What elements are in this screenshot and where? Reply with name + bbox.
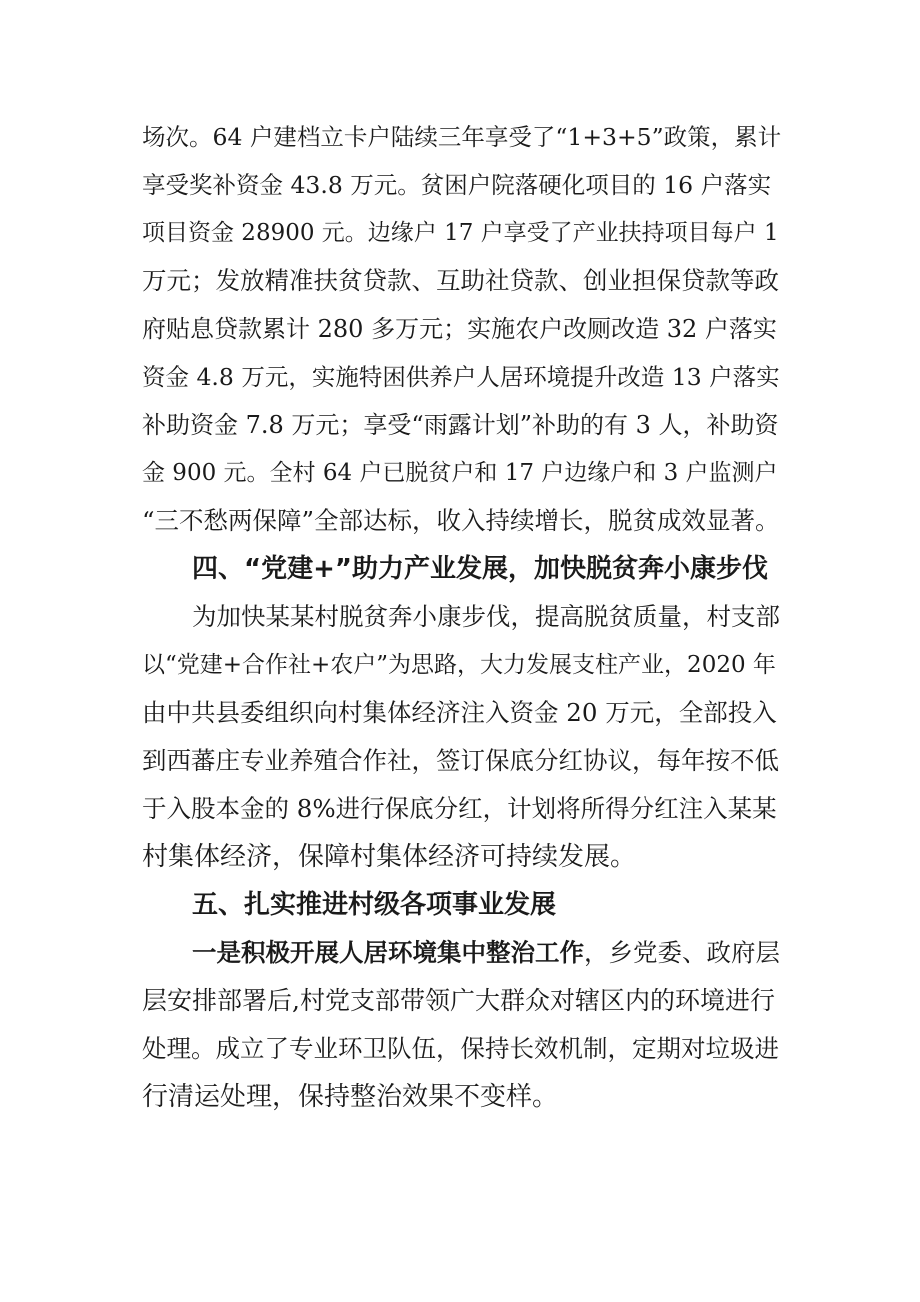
text-line: 府贴息贷款累计 280 多万元；实施农户改厕改造 32 户落实 bbox=[142, 315, 777, 343]
text-line: 到西蕃庄专业养殖合作社，签订保底分红协议，每年按不低 bbox=[142, 746, 779, 775]
text-line: 金 900 元。全村 64 户已脱贫户和 17 户边缘户和 3 户监测户 bbox=[142, 460, 778, 486]
section-heading-4: 四、“党建+”助力产业发展，加快脱贫奔小康步伐 bbox=[192, 554, 768, 584]
text-line: 于入股本金的 8%进行保底分红，计划将所得分红注入某某 bbox=[142, 794, 777, 823]
text-line: 处理。成立了专业环卫队伍，保持长效机制，定期对垃圾进 bbox=[142, 1034, 779, 1063]
text-line: 村集体经济，保障村集体经济可持续发展。 bbox=[142, 842, 637, 872]
text-line bbox=[192, 929, 784, 977]
text-line: 由中共县委组织向村集体经济注入资金 20 万元，全部投入 bbox=[142, 698, 777, 727]
emphasis-lead: 一是积极开展人居环境集中整治工作 bbox=[192, 938, 584, 967]
text-line: 资金 4.8 万元，实施特困供养户人居环境提升改造 13 户落实 bbox=[142, 363, 780, 391]
text-line: 享受奖补资金 43.8 万元。贫困户院落硬化项目的 16 户落实 bbox=[142, 171, 772, 199]
text-line: 以“党建+合作社+农户”为思路，大力发展支柱产业，2020 年 bbox=[142, 652, 776, 678]
text-line: 项目资金 28900 元。边缘户 17 户享受了产业扶持项目每户 1 bbox=[142, 220, 779, 246]
text-run: ，乡党委、政府层 bbox=[584, 938, 780, 967]
text-line: 补助资金 7.8 万元；享受“雨露计划”补助的有 3 人，补助资 bbox=[142, 411, 779, 439]
text-line: 万元；发放精准扶贫贷款、互助社贷款、创业担保贷款等政 bbox=[142, 266, 779, 295]
text-line: 场次。64 户建档立卡户陆续三年享受了“1+3+5”政策，累计 bbox=[142, 123, 782, 151]
text-line: “三不愁两保障”全部达标，收入持续增长，脱贫成效显著。 bbox=[142, 506, 780, 535]
text-line: 层安排部署后,村党支部带领广大群众对辖区内的环境进行 bbox=[142, 986, 775, 1015]
section-heading-5: 五、扎实推进村级各项事业发展 bbox=[192, 890, 557, 920]
text-line: 为加快某某村脱贫奔小康步伐，提高脱贫质量，村支部 bbox=[192, 602, 780, 631]
text-line: 行清运处理，保持整治效果不变样。 bbox=[142, 1082, 559, 1112]
